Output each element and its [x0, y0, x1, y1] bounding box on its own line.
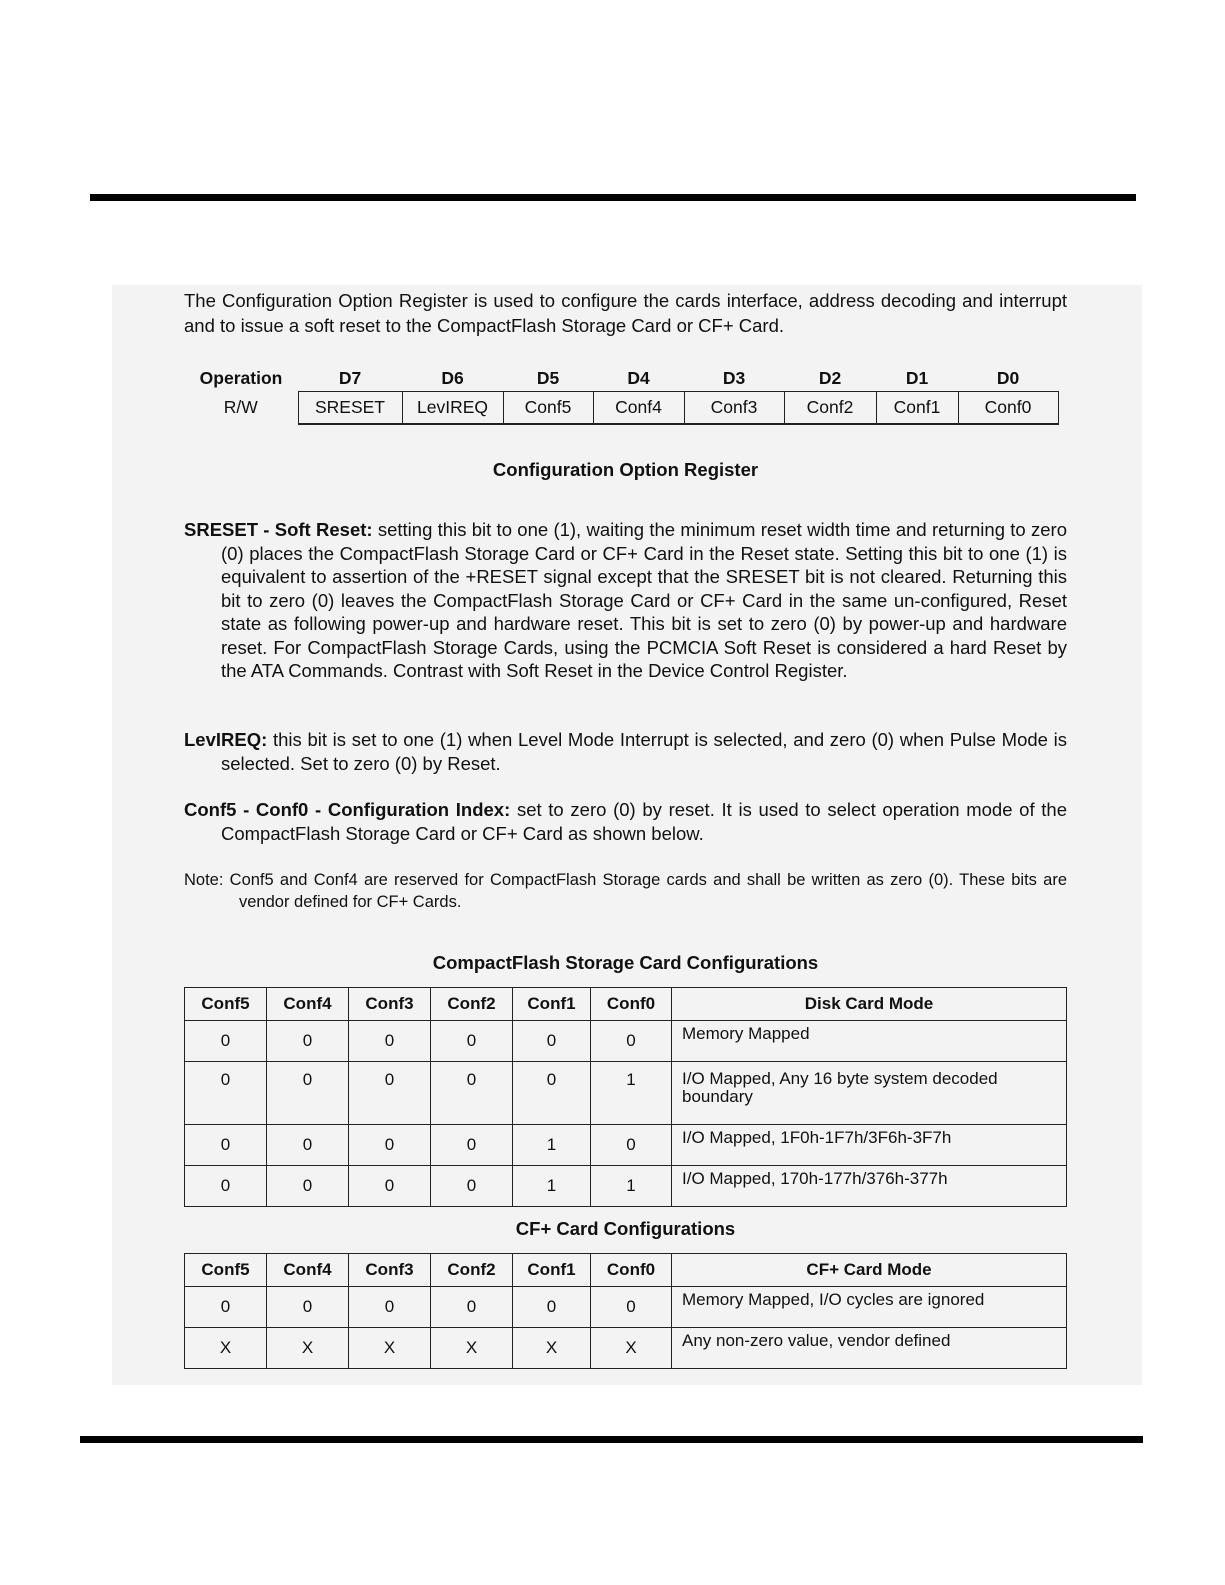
register-cell: Conf5: [503, 392, 593, 425]
table-cell: 0: [349, 1062, 431, 1125]
table-header: Conf2: [431, 988, 513, 1021]
conf-paragraph: [184, 798, 1067, 845]
table-cell: X: [267, 1328, 349, 1369]
table-header: Conf1: [513, 988, 591, 1021]
table-cell: 0: [267, 1021, 349, 1062]
table-header: Conf2: [431, 1254, 513, 1287]
table-cell: 0: [431, 1021, 513, 1062]
bottom-rule: [80, 1436, 1143, 1443]
table-header: Conf3: [349, 1254, 431, 1287]
register-caption: Configuration Option Register: [492, 459, 759, 480]
table-cell: X: [591, 1328, 672, 1369]
table-row: [185, 1287, 1067, 1328]
table-cell: 0: [349, 1125, 431, 1166]
table-cell: 0: [267, 1125, 349, 1166]
register-header-row: [184, 365, 1058, 392]
table-cell: 0: [267, 1287, 349, 1328]
table-cell: 1: [591, 1062, 672, 1125]
levireq-text: this bit is set to one (1) when Level Mode Interrupt is selected, and zero (0) when Pulse Mode is selected. Set to zero (0) by Reset.: [221, 729, 1067, 774]
table-cell-mode: Any non-zero value, vendor defined: [672, 1328, 1067, 1369]
table-cell: 0: [431, 1166, 513, 1207]
table-cell: X: [185, 1328, 267, 1369]
register-header: D5: [536, 367, 560, 388]
table-cell: 0: [431, 1062, 513, 1125]
table-header-row: [185, 1254, 1067, 1287]
table-header: Conf5: [185, 988, 267, 1021]
table-cell: 0: [591, 1021, 672, 1062]
register-header: D6: [441, 367, 464, 388]
table-cell: 0: [431, 1125, 513, 1166]
register-header: D2: [818, 367, 842, 388]
register-row: [184, 392, 1058, 425]
register-header: D0: [996, 367, 1020, 388]
table-row: [185, 1062, 1067, 1125]
table-cell-mode: Memory Mapped, I/O cycles are ignored: [672, 1287, 1067, 1328]
storage-table-title: CompactFlash Storage Card Configurations: [432, 952, 819, 973]
table-cell-mode: I/O Mapped, 1F0h-1F7h/3F6h-3F7h: [672, 1125, 1067, 1166]
table-cell: 0: [185, 1125, 267, 1166]
cfplus-config-table: [184, 1253, 1067, 1369]
table-cell-mode: Memory Mapped: [672, 1021, 1067, 1062]
table-cell: 0: [185, 1062, 267, 1125]
table-cell: 0: [513, 1287, 591, 1328]
register-header: D3: [722, 367, 746, 388]
table-header: Disk Card Mode: [672, 988, 1067, 1021]
table-row: [185, 1328, 1067, 1369]
table-cell: 0: [185, 1021, 267, 1062]
table-cell: 0: [267, 1062, 349, 1125]
table-cell: 0: [431, 1287, 513, 1328]
table-cell-mode: I/O Mapped, 170h-177h/376h-377h: [672, 1166, 1067, 1207]
register-header: D7: [338, 367, 362, 388]
top-rule: [90, 194, 1136, 201]
table-header-row: [185, 988, 1067, 1021]
sreset-paragraph: [184, 518, 1067, 683]
table-cell: 0: [185, 1166, 267, 1207]
levireq-term: LevIREQ:: [184, 729, 268, 750]
table-cell: X: [513, 1328, 591, 1369]
table-header: CF+ Card Mode: [672, 1254, 1067, 1287]
table-cell: 0: [185, 1287, 267, 1328]
intro-paragraph: The Configuration Option Register is used to configure the cards interface, address decoding and interrupt and to issue a soft reset to the CompactFlash Storage Card or CF+ Card.: [184, 290, 1067, 336]
cfplus-table-title: CF+ Card Configurations: [515, 1218, 736, 1239]
table-cell-mode: I/O Mapped, Any 16 byte system decoded boundary: [672, 1062, 1067, 1125]
sreset-text: setting this bit to one (1), waiting the minimum reset width time and returning to zero (0) places the CompactFlash Storage Card or CF+ Card in the Reset state. Setting this bit to one (1) is equivalent to assertion of the +RESET signal except that the SRESET bit is not cleared. Returning this bit to zero (0) leaves the CompactFlash Storage Card or CF+ Card in the same un-configured, Reset state as following power-up and hardware reset. This bit is set to zero (0) by power-up and hardware reset. For CompactFlash Storage Cards, using the PCMCIA Soft Reset is considered a hard Reset by the ATA Commands. Contrast with Soft Reset in the Device Control Register.: [221, 519, 1067, 681]
table-row: [185, 1125, 1067, 1166]
note-paragraph: Note: Conf5 and Conf4 are reserved for CompactFlash Storage cards and shall be written as zero (0). These bits are vendor defined for CF+ Cards.: [184, 871, 1067, 911]
table-cell: 0: [513, 1062, 591, 1125]
table-header: Conf4: [267, 1254, 349, 1287]
sreset-term: SRESET - Soft Reset:: [184, 519, 373, 540]
register-table: [184, 365, 1059, 425]
table-cell: 0: [591, 1287, 672, 1328]
conf-term: Conf5 - Conf0 - Configuration Index:: [184, 799, 511, 820]
conf-text: set to zero (0) by reset. It is used to select operation mode of the CompactFlash Storage Card or CF+ Card as shown below.: [221, 799, 1067, 844]
table-cell: 0: [349, 1287, 431, 1328]
table-header: Conf1: [513, 1254, 591, 1287]
register-cell: SRESET: [298, 392, 402, 425]
register-header: Operation: [199, 367, 283, 388]
table-cell: 1: [513, 1125, 591, 1166]
table-cell: 0: [349, 1021, 431, 1062]
register-cell: Conf2: [784, 392, 876, 425]
register-cell: Conf1: [876, 392, 958, 425]
table-cell: X: [431, 1328, 513, 1369]
table-row: [185, 1166, 1067, 1207]
levireq-paragraph: [184, 728, 1067, 775]
table-cell: X: [349, 1328, 431, 1369]
table-cell: 1: [591, 1166, 672, 1207]
register-cell: Conf0: [958, 392, 1058, 425]
page-content: [112, 285, 1142, 1385]
table-header: Conf0: [591, 988, 672, 1021]
register-cell: Conf4: [593, 392, 684, 425]
table-header: Conf4: [267, 988, 349, 1021]
register-header: D1: [905, 367, 929, 388]
register-cell: R/W: [223, 397, 258, 418]
table-cell: 0: [591, 1125, 672, 1166]
table-cell: 0: [267, 1166, 349, 1207]
register-header: D4: [627, 367, 650, 388]
table-row: [185, 1021, 1067, 1062]
register-cell: Conf3: [684, 392, 784, 425]
table-cell: 0: [349, 1166, 431, 1207]
table-header: Conf5: [185, 1254, 267, 1287]
storage-config-table: [184, 987, 1067, 1207]
register-cell: LevIREQ: [402, 392, 503, 425]
table-cell: 0: [513, 1021, 591, 1062]
table-cell: 1: [513, 1166, 591, 1207]
table-header: Conf0: [591, 1254, 672, 1287]
table-header: Conf3: [349, 988, 431, 1021]
